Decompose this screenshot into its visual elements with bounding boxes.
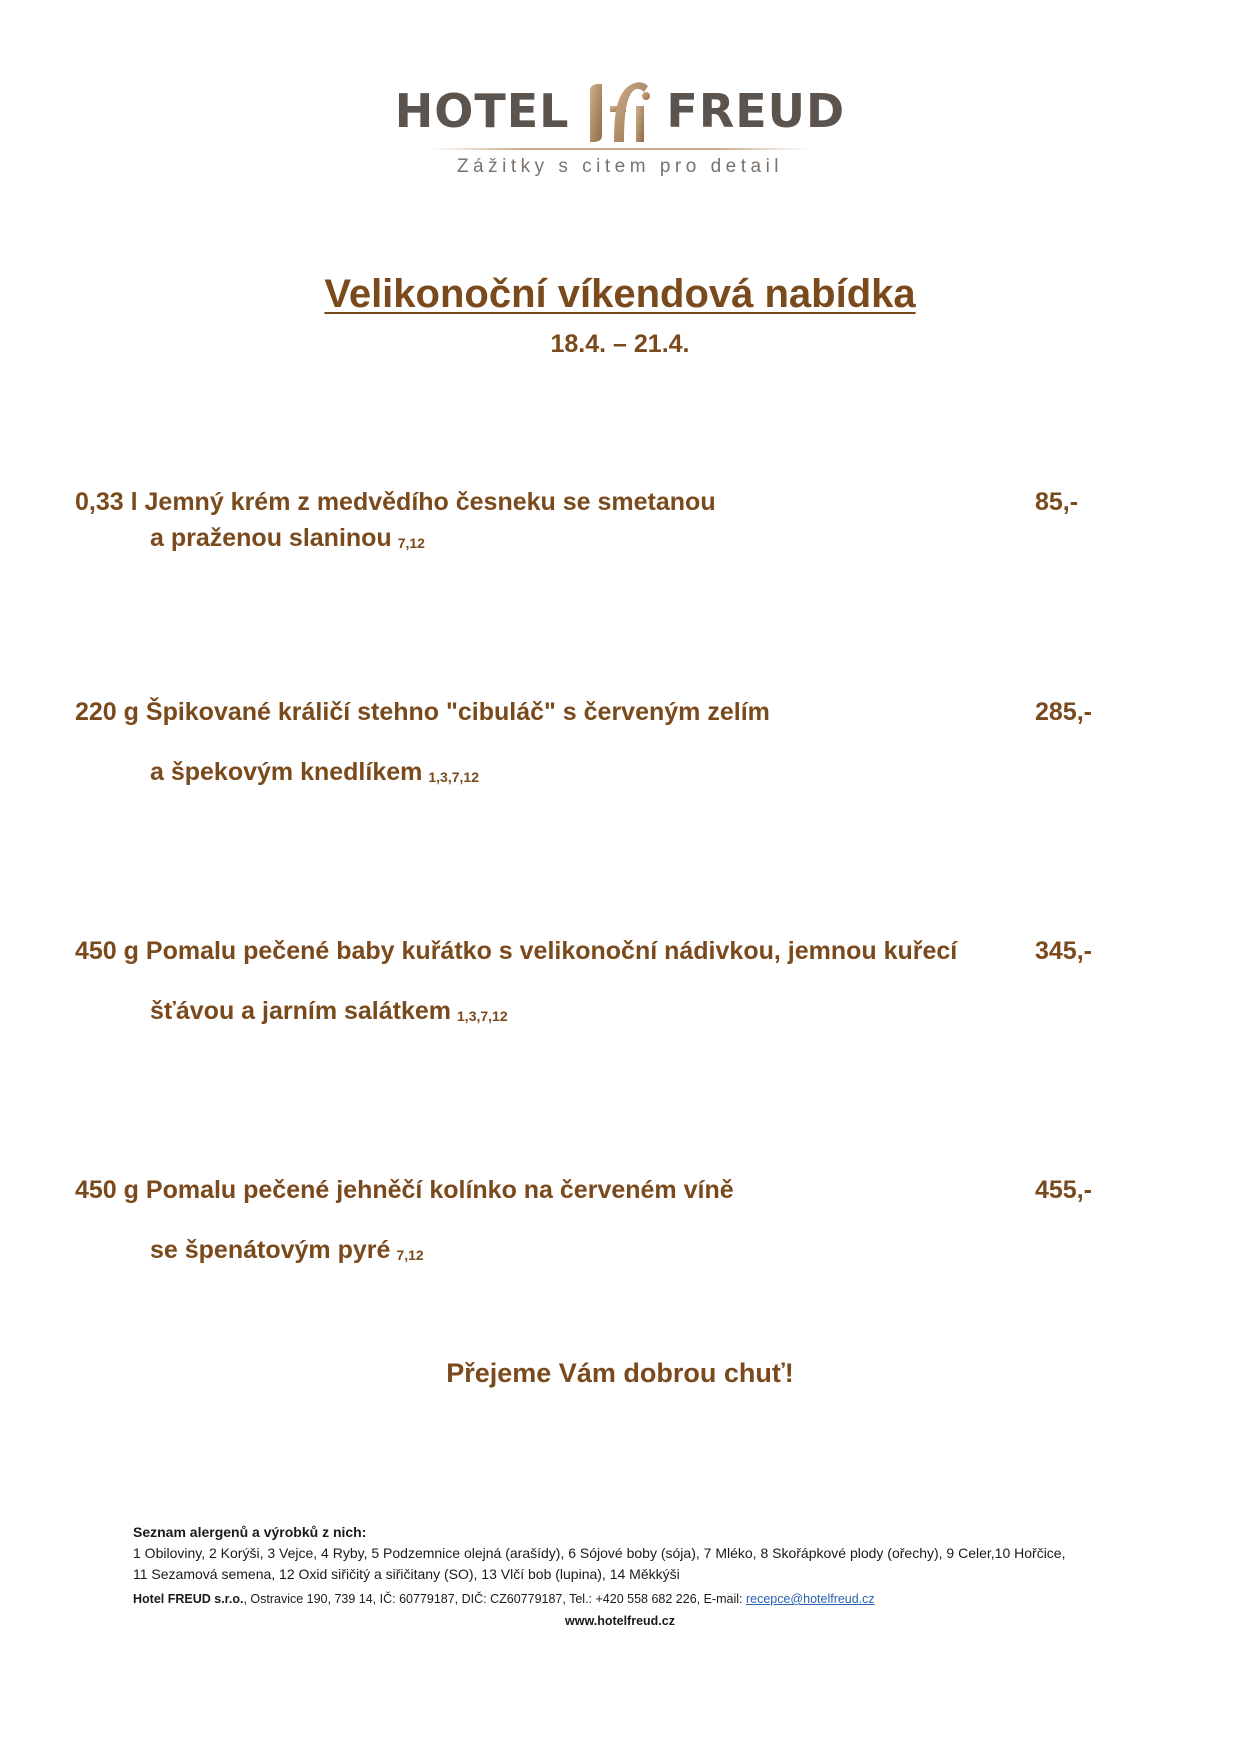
menu-item-line2	[150, 1236, 424, 1265]
menu-item-allergens: 7,12	[397, 535, 425, 551]
menu-item-allergens: 1,3,7,12	[428, 769, 479, 785]
allergen-list	[133, 1522, 1133, 1585]
menu-item-price: 285,-	[1035, 698, 1092, 726]
menu-item-name-cont: se špenátovým pyré	[150, 1236, 391, 1264]
menu-item-portion: 220 g	[75, 698, 139, 726]
menu-item-name: Pomalu pečené baby kuřátko s velikonoční nádivkou, jemnou kuřecí	[145, 937, 958, 965]
hf-monogram-icon	[580, 76, 656, 146]
menu-item-line2	[150, 758, 479, 787]
menu-item-name: Pomalu pečené jehněčí kolínko na červeném víně	[145, 1176, 734, 1204]
menu-item-name-cont: a špekovým knedlíkem	[150, 758, 423, 786]
page-title: Velikonoční víkendová nabídka	[324, 272, 916, 316]
menu-item-price: 85,-	[1035, 488, 1079, 516]
menu-item-name: Jemný krém z medvědího česneku se smetanou	[144, 488, 716, 516]
offer-dates: 18.4. – 21.4.	[550, 330, 690, 358]
email-link[interactable]: recepce@hotelfreud.cz	[745, 1592, 875, 1606]
menu-item-line2	[150, 997, 508, 1026]
menu-item-price: 345,-	[1035, 937, 1092, 965]
allergen-line: 11 Sezamová semena, 12 Oxid siřičitý a siřičitany (SO), 13 Vlčí bob (lupina), 14 Měkkýši	[133, 1566, 680, 1582]
menu-item-name-cont: šťávou a jarním salátkem	[150, 997, 452, 1025]
menu-item-line1	[75, 937, 957, 966]
menu-item-portion: 450 g	[75, 937, 139, 965]
menu-item-allergens: 1,3,7,12	[457, 1008, 508, 1024]
menu-item-portion: 450 g	[75, 1176, 139, 1204]
logo-word-hotel: HOTEL	[394, 84, 570, 138]
company-details: , Ostravice 190, 739 14, IČ: 60779187, DIČ: CZ60779187, Tel.: +420 558 682 226, E-mail:	[243, 1592, 746, 1606]
logo-divider	[430, 148, 810, 150]
menu-item-price: 455,-	[1035, 1176, 1092, 1204]
company-info	[133, 1592, 1133, 1606]
menu-item-line1	[75, 698, 770, 727]
menu-item-line2	[150, 524, 425, 553]
menu-item-allergens: 7,12	[396, 1247, 424, 1263]
closing-wish: Přejeme Vám dobrou chuť!	[446, 1358, 794, 1388]
allergen-line: 1 Obiloviny, 2 Korýši, 3 Vejce, 4 Ryby, 5 Podzemnice olejná (arašídy), 6 Sójové boby (sója), 7 Mléko, 8 Skořápkové plody (ořechy), 9 Celer,10 Hořčice,	[133, 1545, 1066, 1561]
website-url[interactable]: www.hotelfreud.cz	[565, 1614, 675, 1628]
menu-item-name: Špikované králičí stehno "cibuláč" s červeným zelím	[145, 698, 770, 726]
allergen-heading: Seznam alergenů a výrobků z nich:	[133, 1524, 367, 1540]
logo-word-freud: FREUD	[666, 84, 846, 138]
menu-item-line1	[75, 488, 716, 517]
logo-tagline: Zážitky s citem pro detail	[456, 156, 784, 177]
menu-item-portion: 0,33 l	[75, 488, 138, 516]
menu-item-line1	[75, 1176, 734, 1205]
company-name: Hotel FREUD s.r.o.	[133, 1592, 244, 1606]
hotel-logo	[0, 60, 1240, 190]
menu-item-name-cont: a praženou slaninou	[150, 524, 392, 552]
